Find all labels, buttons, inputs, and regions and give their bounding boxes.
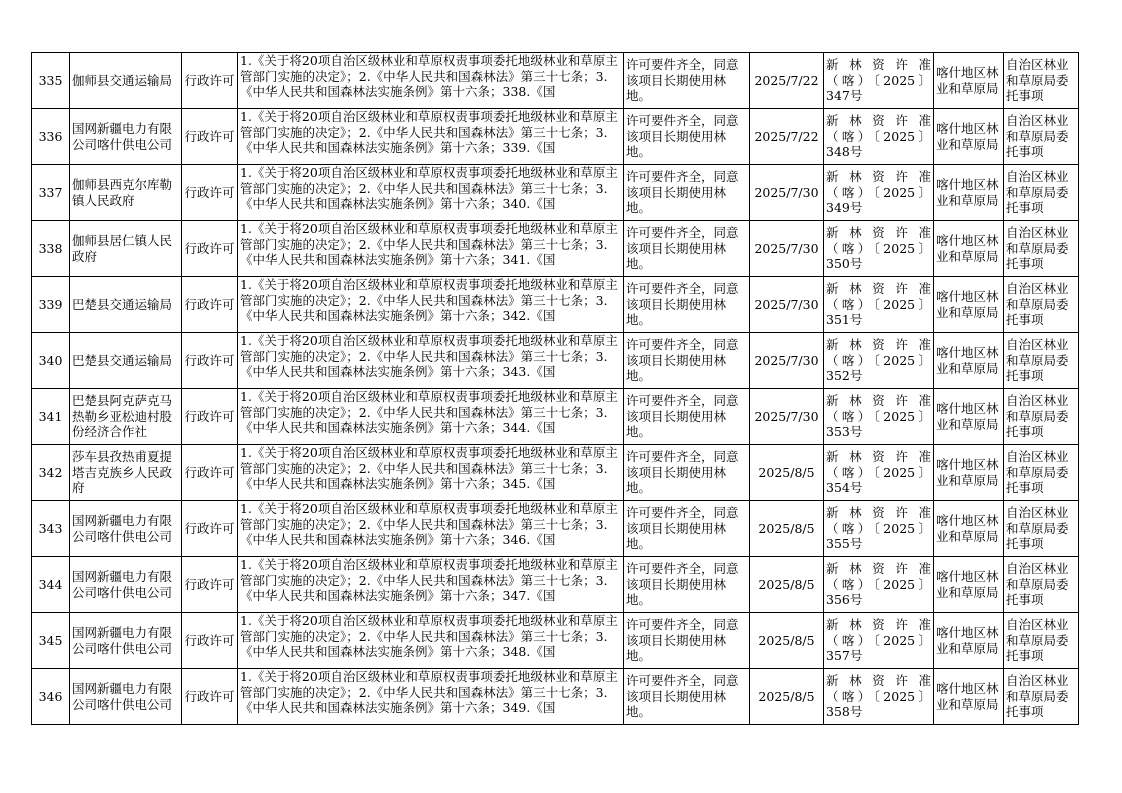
- legal-basis: [238, 109, 624, 165]
- remark: 自治区林业和草原局委托事项: [1004, 109, 1079, 165]
- legal-basis-text: 1.《关于将20项自治区级林业和草原权责事项委托地级林业和草原主管部门实施的决定》；2.《中华人民共和国森林法》第三十七条；3.《中华人民共和国森林法实施条例》第十六条；343.《国: [240, 333, 618, 379]
- table-row: [32, 557, 1079, 613]
- issuing-authority: 喀什地区林业和草原局: [934, 613, 1004, 669]
- legal-basis-text: 1.《关于将20项自治区级林业和草原权责事项委托地级林业和草原主管部门实施的决定》；2.《中华人民共和国森林法》第三十七条；3.《中华人民共和国森林法实施条例》第十六条；339.《国: [240, 109, 618, 155]
- legal-basis: [238, 165, 624, 221]
- permit-result: [624, 613, 750, 669]
- permit-table: [31, 52, 1079, 725]
- table-row: [32, 277, 1079, 333]
- document-number-line-3: 348号: [826, 144, 863, 160]
- legal-basis-text: 1.《关于将20项自治区级林业和草原权责事项委托地级林业和草原主管部门实施的决定》；2.《中华人民共和国森林法》第三十七条；3.《中华人民共和国森林法实施条例》第十六条；348.《国: [240, 613, 618, 659]
- permit-type: 行政许可: [182, 53, 238, 109]
- permit-type: 行政许可: [182, 669, 238, 725]
- legal-basis-text: 1.《关于将20项自治区级林业和草原权责事项委托地级林业和草原主管部门实施的决定》；2.《中华人民共和国森林法》第三十七条；3.《中华人民共和国森林法实施条例》第十六条；342.《国: [240, 277, 618, 323]
- permit-result-text: 许可要件齐全，同意该项目长期使用林地。: [626, 561, 739, 607]
- document-number-line-1: 新林资许准: [826, 673, 931, 689]
- legal-basis-text: 1.《关于将20项自治区级林业和草原权责事项委托地级林业和草原主管部门实施的决定》；2.《中华人民共和国森林法》第三十七条；3.《中华人民共和国森林法实施条例》第十六条；345.《国: [240, 445, 618, 491]
- decision-date: 2025/7/30: [750, 333, 824, 389]
- document-number-line-2: （喀）〔2025〕: [826, 352, 931, 368]
- permit-result-text: 许可要件齐全，同意该项目长期使用林地。: [626, 449, 739, 495]
- document-number-line-1: 新林资许准: [826, 505, 931, 521]
- permit-type: 行政许可: [182, 501, 238, 557]
- legal-basis: [238, 613, 624, 669]
- document-number-line-2: （喀）〔2025〕: [826, 464, 931, 480]
- legal-basis-text: 1.《关于将20项自治区级林业和草原权责事项委托地级林业和草原主管部门实施的决定》；2.《中华人民共和国森林法》第三十七条；3.《中华人民共和国森林法实施条例》第十六条；338.《国: [240, 53, 618, 99]
- document-number: [824, 445, 934, 501]
- row-number: 336: [32, 109, 70, 165]
- document-number-line-1: 新林资许准: [826, 561, 931, 577]
- issuing-authority: 喀什地区林业和草原局: [934, 277, 1004, 333]
- document-number-line-2: （喀）〔2025〕: [826, 688, 931, 704]
- applicant-unit: 国网新疆电力有限公司喀什供电公司: [70, 557, 182, 613]
- document-number-line-3: 353号: [826, 424, 863, 440]
- document-number: [824, 165, 934, 221]
- document-number-line-2: （喀）〔2025〕: [826, 128, 931, 144]
- permit-result: [624, 389, 750, 445]
- legal-basis-text: 1.《关于将20项自治区级林业和草原权责事项委托地级林业和草原主管部门实施的决定》；2.《中华人民共和国森林法》第三十七条；3.《中华人民共和国森林法实施条例》第十六条；349.《国: [240, 669, 618, 715]
- remark: 自治区林业和草原局委托事项: [1004, 221, 1079, 277]
- document-number-line-2: （喀）〔2025〕: [826, 408, 931, 424]
- decision-date: 2025/7/22: [750, 109, 824, 165]
- applicant-unit: 伽师县居仁镇人民政府: [70, 221, 182, 277]
- decision-date: 2025/8/5: [750, 501, 824, 557]
- applicant-unit: 国网新疆电力有限公司喀什供电公司: [70, 669, 182, 725]
- document-number-line-1: 新林资许准: [826, 393, 931, 409]
- decision-date: 2025/7/30: [750, 389, 824, 445]
- legal-basis: [238, 221, 624, 277]
- applicant-unit: 巴楚县交通运输局: [70, 277, 182, 333]
- table-row: [32, 445, 1079, 501]
- permit-result-text: 许可要件齐全，同意该项目长期使用林地。: [626, 57, 739, 103]
- issuing-authority: 喀什地区林业和草原局: [934, 445, 1004, 501]
- document-number-line-2: （喀）〔2025〕: [826, 72, 931, 88]
- document-number-line-1: 新林资许准: [826, 337, 931, 353]
- table-row: [32, 333, 1079, 389]
- document-number-line-3: 355号: [826, 536, 863, 552]
- document-number: [824, 109, 934, 165]
- permit-result-text: 许可要件齐全，同意该项目长期使用林地。: [626, 225, 739, 271]
- document-number-line-3: 352号: [826, 368, 863, 384]
- decision-date: 2025/8/5: [750, 669, 824, 725]
- permit-result: [624, 445, 750, 501]
- remark: 自治区林业和草原局委托事项: [1004, 389, 1079, 445]
- decision-date: 2025/7/30: [750, 221, 824, 277]
- document-number: [824, 557, 934, 613]
- applicant-unit: 国网新疆电力有限公司喀什供电公司: [70, 613, 182, 669]
- permit-type: 行政许可: [182, 389, 238, 445]
- applicant-unit: 伽师县交通运输局: [70, 53, 182, 109]
- document-number-line-3: 347号: [826, 88, 863, 104]
- document-number-line-1: 新林资许准: [826, 57, 931, 73]
- legal-basis: [238, 277, 624, 333]
- document-number: [824, 277, 934, 333]
- permit-type: 行政许可: [182, 333, 238, 389]
- applicant-unit: 巴楚县交通运输局: [70, 333, 182, 389]
- document-number-line-2: （喀）〔2025〕: [826, 520, 931, 536]
- permit-result-text: 许可要件齐全，同意该项目长期使用林地。: [626, 393, 739, 439]
- applicant-unit: 国网新疆电力有限公司喀什供电公司: [70, 109, 182, 165]
- document-number-line-1: 新林资许准: [826, 169, 931, 185]
- legal-basis: [238, 333, 624, 389]
- permit-result: [624, 165, 750, 221]
- table-row: [32, 669, 1079, 725]
- decision-date: 2025/8/5: [750, 613, 824, 669]
- document-number-line-3: 358号: [826, 704, 863, 720]
- remark: 自治区林业和草原局委托事项: [1004, 557, 1079, 613]
- table-row: [32, 389, 1079, 445]
- applicant-unit: 国网新疆电力有限公司喀什供电公司: [70, 501, 182, 557]
- remark: 自治区林业和草原局委托事项: [1004, 501, 1079, 557]
- document-number-line-3: 354号: [826, 480, 863, 496]
- document-number: [824, 333, 934, 389]
- remark: 自治区林业和草原局委托事项: [1004, 277, 1079, 333]
- row-number: 339: [32, 277, 70, 333]
- permit-result: [624, 333, 750, 389]
- table-row: [32, 221, 1079, 277]
- issuing-authority: 喀什地区林业和草原局: [934, 557, 1004, 613]
- issuing-authority: 喀什地区林业和草原局: [934, 389, 1004, 445]
- document-number-line-1: 新林资许准: [826, 617, 931, 633]
- table-row: [32, 53, 1079, 109]
- table-row: [32, 109, 1079, 165]
- permit-type: 行政许可: [182, 109, 238, 165]
- row-number: 340: [32, 333, 70, 389]
- permit-result-text: 许可要件齐全，同意该项目长期使用林地。: [626, 617, 739, 663]
- document-number: [824, 389, 934, 445]
- document-number-line-2: （喀）〔2025〕: [826, 576, 931, 592]
- issuing-authority: 喀什地区林业和草原局: [934, 165, 1004, 221]
- permit-result: [624, 501, 750, 557]
- permit-type: 行政许可: [182, 221, 238, 277]
- permit-type: 行政许可: [182, 445, 238, 501]
- row-number: 344: [32, 557, 70, 613]
- document-number-line-2: （喀）〔2025〕: [826, 632, 931, 648]
- legal-basis: [238, 557, 624, 613]
- document-number-line-2: （喀）〔2025〕: [826, 240, 931, 256]
- legal-basis: [238, 53, 624, 109]
- decision-date: 2025/8/5: [750, 557, 824, 613]
- document-number-line-2: （喀）〔2025〕: [826, 184, 931, 200]
- remark: 自治区林业和草原局委托事项: [1004, 669, 1079, 725]
- document-number-line-1: 新林资许准: [826, 225, 931, 241]
- remark: 自治区林业和草原局委托事项: [1004, 53, 1079, 109]
- document-number: [824, 53, 934, 109]
- row-number: 337: [32, 165, 70, 221]
- permit-result: [624, 53, 750, 109]
- applicant-unit: 巴楚县阿克萨克马热勒乡亚松迪村股份经济合作社: [70, 389, 182, 445]
- row-number: 342: [32, 445, 70, 501]
- issuing-authority: 喀什地区林业和草原局: [934, 333, 1004, 389]
- table-row: [32, 165, 1079, 221]
- document-number: [824, 501, 934, 557]
- permit-result: [624, 669, 750, 725]
- legal-basis: [238, 389, 624, 445]
- document-number-line-3: 350号: [826, 256, 863, 272]
- remark: 自治区林业和草原局委托事项: [1004, 165, 1079, 221]
- issuing-authority: 喀什地区林业和草原局: [934, 109, 1004, 165]
- decision-date: 2025/7/30: [750, 277, 824, 333]
- permit-result: [624, 557, 750, 613]
- legal-basis-text: 1.《关于将20项自治区级林业和草原权责事项委托地级林业和草原主管部门实施的决定》；2.《中华人民共和国森林法》第三十七条；3.《中华人民共和国森林法实施条例》第十六条；341.《国: [240, 221, 618, 267]
- issuing-authority: 喀什地区林业和草原局: [934, 53, 1004, 109]
- applicant-unit: 伽师县西克尔库勒镇人民政府: [70, 165, 182, 221]
- document-number-line-3: 351号: [826, 312, 863, 328]
- row-number: 338: [32, 221, 70, 277]
- table-row: [32, 613, 1079, 669]
- document-number-line-1: 新林资许准: [826, 113, 931, 129]
- decision-date: 2025/8/5: [750, 445, 824, 501]
- permit-result: [624, 221, 750, 277]
- issuing-authority: 喀什地区林业和草原局: [934, 221, 1004, 277]
- document-number-line-1: 新林资许准: [826, 281, 931, 297]
- document-number-line-2: （喀）〔2025〕: [826, 296, 931, 312]
- table-row: [32, 501, 1079, 557]
- permit-result-text: 许可要件齐全，同意该项目长期使用林地。: [626, 169, 739, 215]
- document-number-line-3: 357号: [826, 648, 863, 664]
- permit-result-text: 许可要件齐全，同意该项目长期使用林地。: [626, 281, 739, 327]
- row-number: 345: [32, 613, 70, 669]
- legal-basis-text: 1.《关于将20项自治区级林业和草原权责事项委托地级林业和草原主管部门实施的决定》；2.《中华人民共和国森林法》第三十七条；3.《中华人民共和国森林法实施条例》第十六条；344.《国: [240, 389, 618, 435]
- legal-basis-text: 1.《关于将20项自治区级林业和草原权责事项委托地级林业和草原主管部门实施的决定》；2.《中华人民共和国森林法》第三十七条；3.《中华人民共和国森林法实施条例》第十六条；340.《国: [240, 165, 618, 211]
- permit-result-text: 许可要件齐全，同意该项目长期使用林地。: [626, 505, 739, 551]
- permit-result-text: 许可要件齐全，同意该项目长期使用林地。: [626, 337, 739, 383]
- remark: 自治区林业和草原局委托事项: [1004, 445, 1079, 501]
- legal-basis: [238, 669, 624, 725]
- permit-result-text: 许可要件齐全，同意该项目长期使用林地。: [626, 673, 739, 719]
- issuing-authority: 喀什地区林业和草原局: [934, 669, 1004, 725]
- legal-basis: [238, 445, 624, 501]
- legal-basis-text: 1.《关于将20项自治区级林业和草原权责事项委托地级林业和草原主管部门实施的决定》；2.《中华人民共和国森林法》第三十七条；3.《中华人民共和国森林法实施条例》第十六条；346.《国: [240, 501, 618, 547]
- permit-result-text: 许可要件齐全，同意该项目长期使用林地。: [626, 113, 739, 159]
- remark: 自治区林业和草原局委托事项: [1004, 333, 1079, 389]
- permit-result: [624, 109, 750, 165]
- document-number: [824, 669, 934, 725]
- issuing-authority: 喀什地区林业和草原局: [934, 501, 1004, 557]
- document-number-line-1: 新林资许准: [826, 449, 931, 465]
- document-number-line-3: 356号: [826, 592, 863, 608]
- permit-type: 行政许可: [182, 557, 238, 613]
- permit-type: 行政许可: [182, 165, 238, 221]
- legal-basis-text: 1.《关于将20项自治区级林业和草原权责事项委托地级林业和草原主管部门实施的决定》；2.《中华人民共和国森林法》第三十七条；3.《中华人民共和国森林法实施条例》第十六条；347.《国: [240, 557, 618, 603]
- row-number: 335: [32, 53, 70, 109]
- permit-table-body: [32, 53, 1079, 725]
- row-number: 341: [32, 389, 70, 445]
- document-number-line-3: 349号: [826, 200, 863, 216]
- legal-basis: [238, 501, 624, 557]
- decision-date: 2025/7/30: [750, 165, 824, 221]
- row-number: 343: [32, 501, 70, 557]
- remark: 自治区林业和草原局委托事项: [1004, 613, 1079, 669]
- row-number: 346: [32, 669, 70, 725]
- decision-date: 2025/7/22: [750, 53, 824, 109]
- applicant-unit: 莎车县孜热甫夏提塔吉克族乡人民政府: [70, 445, 182, 501]
- permit-result: [624, 277, 750, 333]
- document-number: [824, 221, 934, 277]
- permit-type: 行政许可: [182, 277, 238, 333]
- permit-type: 行政许可: [182, 613, 238, 669]
- document-number: [824, 613, 934, 669]
